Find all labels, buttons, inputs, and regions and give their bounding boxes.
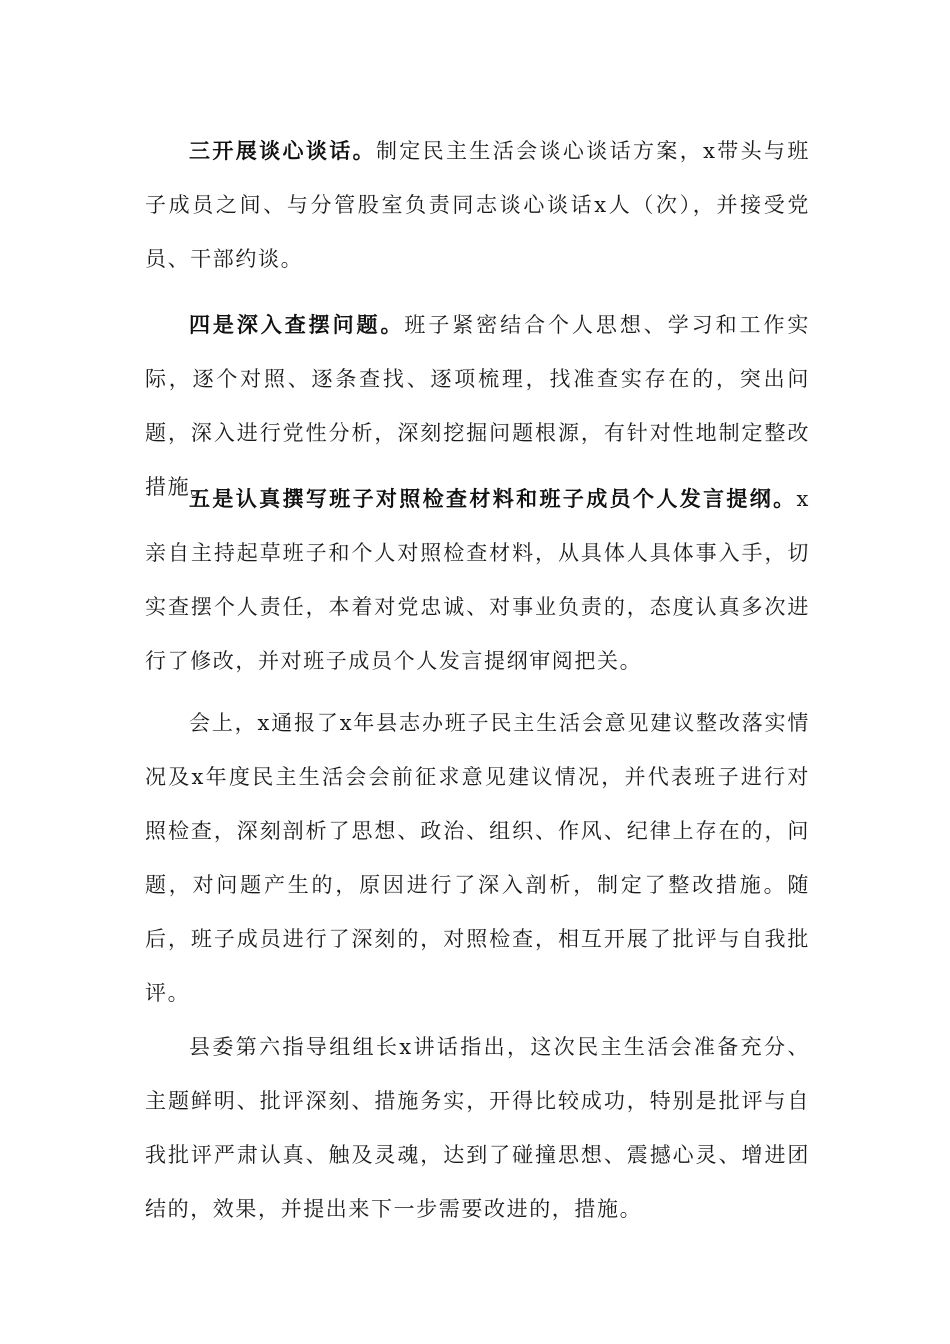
paragraph-body: 制定民主生活会谈心谈话方案，x带头与班子成员之间、与分管股室负责同志谈心谈话x人（次），并接受党员、干部约谈。 [145, 139, 810, 271]
paragraph-body: 会上，x通报了x年县志办班子民主生活会意见建议整改落实情况及x年度民主生活会会前征求意见建议情况，并代表班子进行对照检查，深刻剖析了思想、政治、组织、作风、纪律上存在的，问题，对问题产生的，原因进行了深入剖析，制定了整改措施。随后，班子成员进行了深刻的，对照检查，相互开展了批评与自我批评。 [145, 711, 810, 1005]
paragraph-heading: 三开展谈心谈话。 [189, 139, 376, 163]
paragraph-talks [145, 124, 810, 286]
paragraph-heading: 五是认真撰写班子对照检查材料和班子成员个人发言提纲。 [189, 487, 797, 511]
paragraph-materials [145, 472, 810, 688]
paragraph-speech [145, 1020, 810, 1236]
paragraph-body: 县委第六指导组组长x讲话指出，这次民主生活会准备充分、主题鲜明、批评深刻、措施务实，开得比较成功，特别是批评与自我批评严肃认真、触及灵魂，达到了碰撞思想、震撼心灵、增进团结的，效果，并提出来下一步需要改进的，措施。 [145, 1035, 810, 1221]
paragraph-body: x亲自主持起草班子和个人对照检查材料，从具体人具体事入手，切实查摆个人责任，本着对党忠诚、对事业负责的，态度认真多次进行了修改，并对班子成员个人发言提纲审阅把关。 [145, 487, 810, 673]
paragraph-body: 班子紧密结合个人思想、学习和工作实际，逐个对照、逐条查找、逐项梳理，找准查实存在的，突出问题，深入进行党性分析，深刻挖掘问题根源，有针对性地制定整改措施。 [145, 313, 810, 499]
paragraph-meeting [145, 696, 810, 1020]
paragraph-heading: 四是深入查摆问题。 [189, 313, 405, 337]
